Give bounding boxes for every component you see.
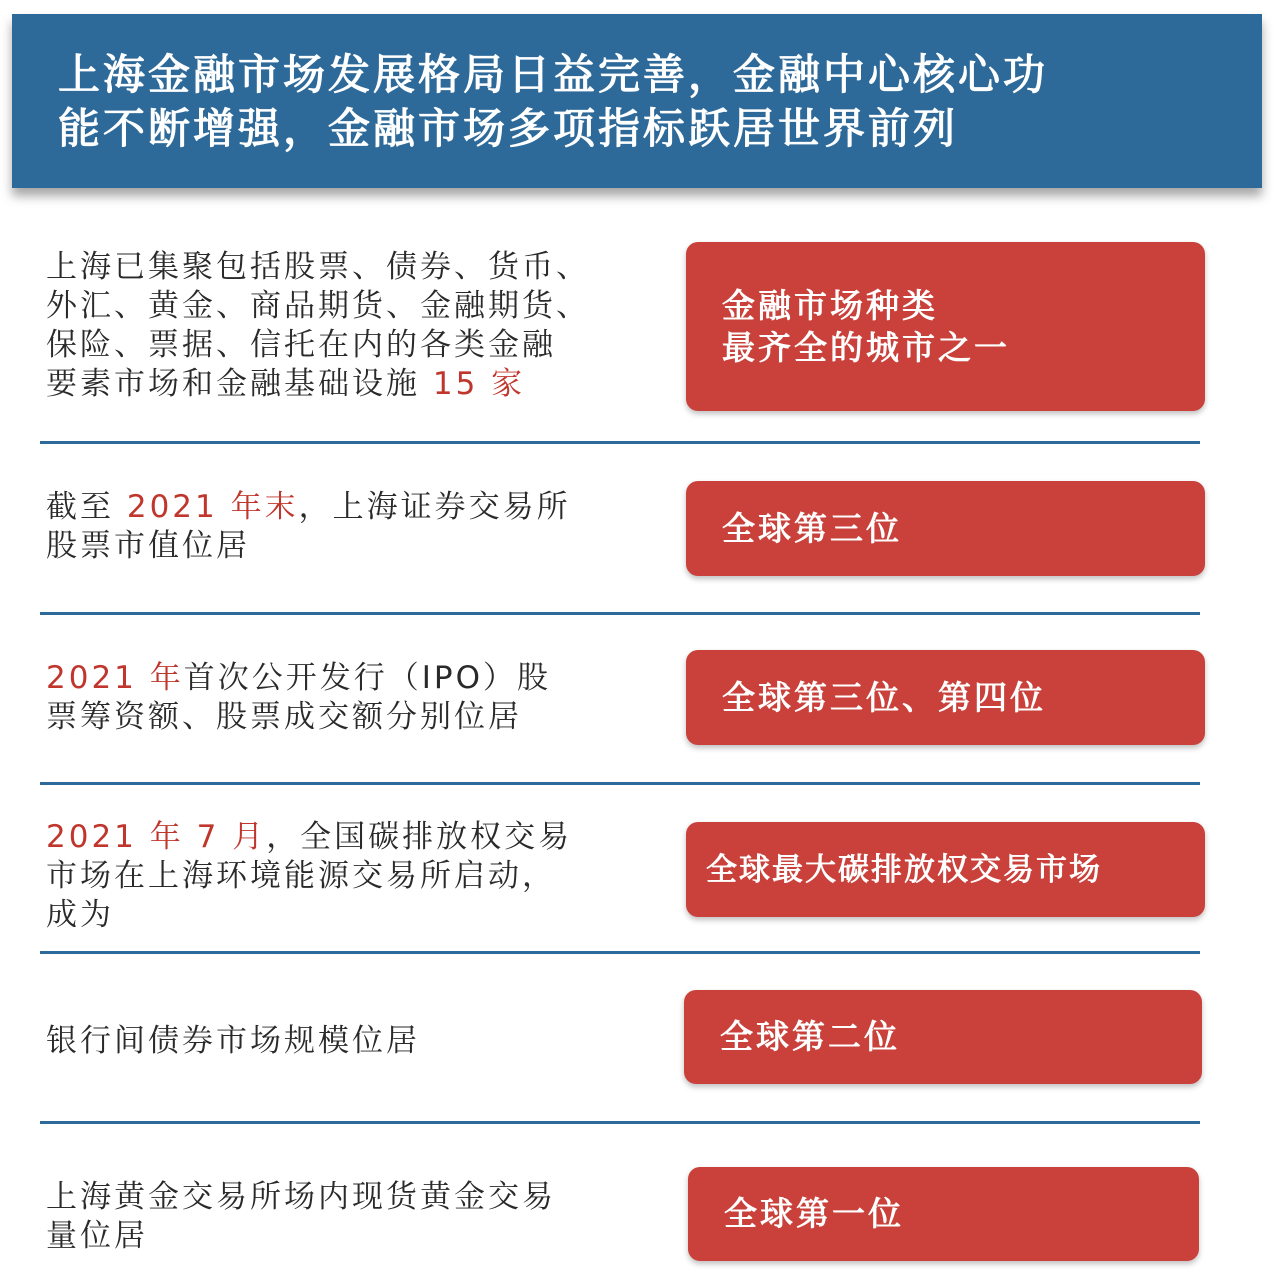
description-text: 保险、票据、信托在内的各类金融	[46, 327, 556, 363]
item-6-description	[46, 1178, 646, 1256]
description-text: 要素市场和金融基础设施	[46, 366, 433, 402]
highlight-text: 2021 年	[46, 660, 184, 696]
item-5-description	[46, 1022, 646, 1061]
description-text: 成为	[46, 897, 114, 933]
page-title-line-2: 能不断增强，金融市场多项指标跃居世界前列	[58, 104, 959, 153]
highlight-text: 2021 年 7 月	[46, 819, 267, 855]
rank-badge-text: 全球第一位	[724, 1194, 904, 1233]
rank-badge-text: 全球最大碳排放权交易市场	[706, 851, 1102, 888]
item-1-description-line	[46, 326, 646, 365]
description-text: 截至	[46, 489, 127, 525]
description-text: ，上海证券交易所	[298, 489, 571, 525]
item-4-rank-badge	[686, 822, 1205, 917]
rank-badge-text: 金融市场种类	[722, 285, 938, 325]
item-2-description-line	[46, 488, 646, 527]
description-text: 市场在上海环境能源交易所启动，	[46, 858, 556, 894]
rank-badge-text: 全球第三位、第四位	[722, 677, 1046, 717]
item-6-description-line	[46, 1178, 646, 1217]
item-2-rank-badge	[686, 481, 1205, 576]
item-1-description	[46, 248, 646, 404]
description-text: ，全国碳排放权交易	[266, 819, 573, 855]
description-text: 上海已集聚包括股票、债券、货币、	[46, 249, 590, 285]
item-2-description	[46, 488, 646, 566]
item-6-description-line	[46, 1217, 646, 1256]
divider-1	[40, 441, 1200, 444]
item-2-description-line	[46, 527, 646, 566]
description-text: 量位居	[46, 1218, 148, 1254]
item-4-description-line	[46, 857, 646, 896]
item-3-description	[46, 659, 646, 737]
page-title-line-1: 上海金融市场发展格局日益完善，金融中心核心功	[58, 50, 1049, 99]
divider-2	[40, 612, 1200, 615]
item-3-rank-badge	[686, 650, 1205, 745]
highlight-text: 15 家	[432, 366, 526, 402]
page-title-banner	[12, 14, 1262, 188]
item-6-rank-badge	[688, 1167, 1199, 1261]
item-4-description-line	[46, 896, 646, 935]
item-1-description-line	[46, 287, 646, 326]
highlight-text: 2021 年末	[126, 489, 299, 525]
item-5-rank-badge	[684, 990, 1202, 1084]
rank-badge-text: 全球第二位	[720, 1017, 900, 1056]
description-text: 上海黄金交易所场内现货黄金交易	[46, 1179, 556, 1215]
item-1-rank-badge	[686, 242, 1205, 411]
description-text: 银行间债券市场规模位居	[46, 1023, 420, 1059]
description-text: 外汇、黄金、商品期货、金融期货、	[46, 288, 590, 324]
rank-badge-text: 全球第三位	[722, 508, 902, 548]
item-4-description-line	[46, 818, 646, 857]
item-3-description-line	[46, 659, 646, 698]
divider-5	[40, 1121, 1200, 1124]
item-5-description-line	[46, 1022, 646, 1061]
rank-badge-text: 最齐全的城市之一	[722, 327, 1010, 367]
item-1-description-line	[46, 365, 646, 404]
divider-3	[40, 782, 1200, 785]
description-text: 股票市值位居	[46, 528, 250, 564]
divider-4	[40, 951, 1200, 954]
item-1-description-line	[46, 248, 646, 287]
item-3-description-line	[46, 698, 646, 737]
description-text: 票筹资额、股票成交额分别位居	[46, 699, 522, 735]
item-4-description	[46, 818, 646, 935]
description-text: 首次公开发行（IPO）股	[183, 660, 551, 696]
